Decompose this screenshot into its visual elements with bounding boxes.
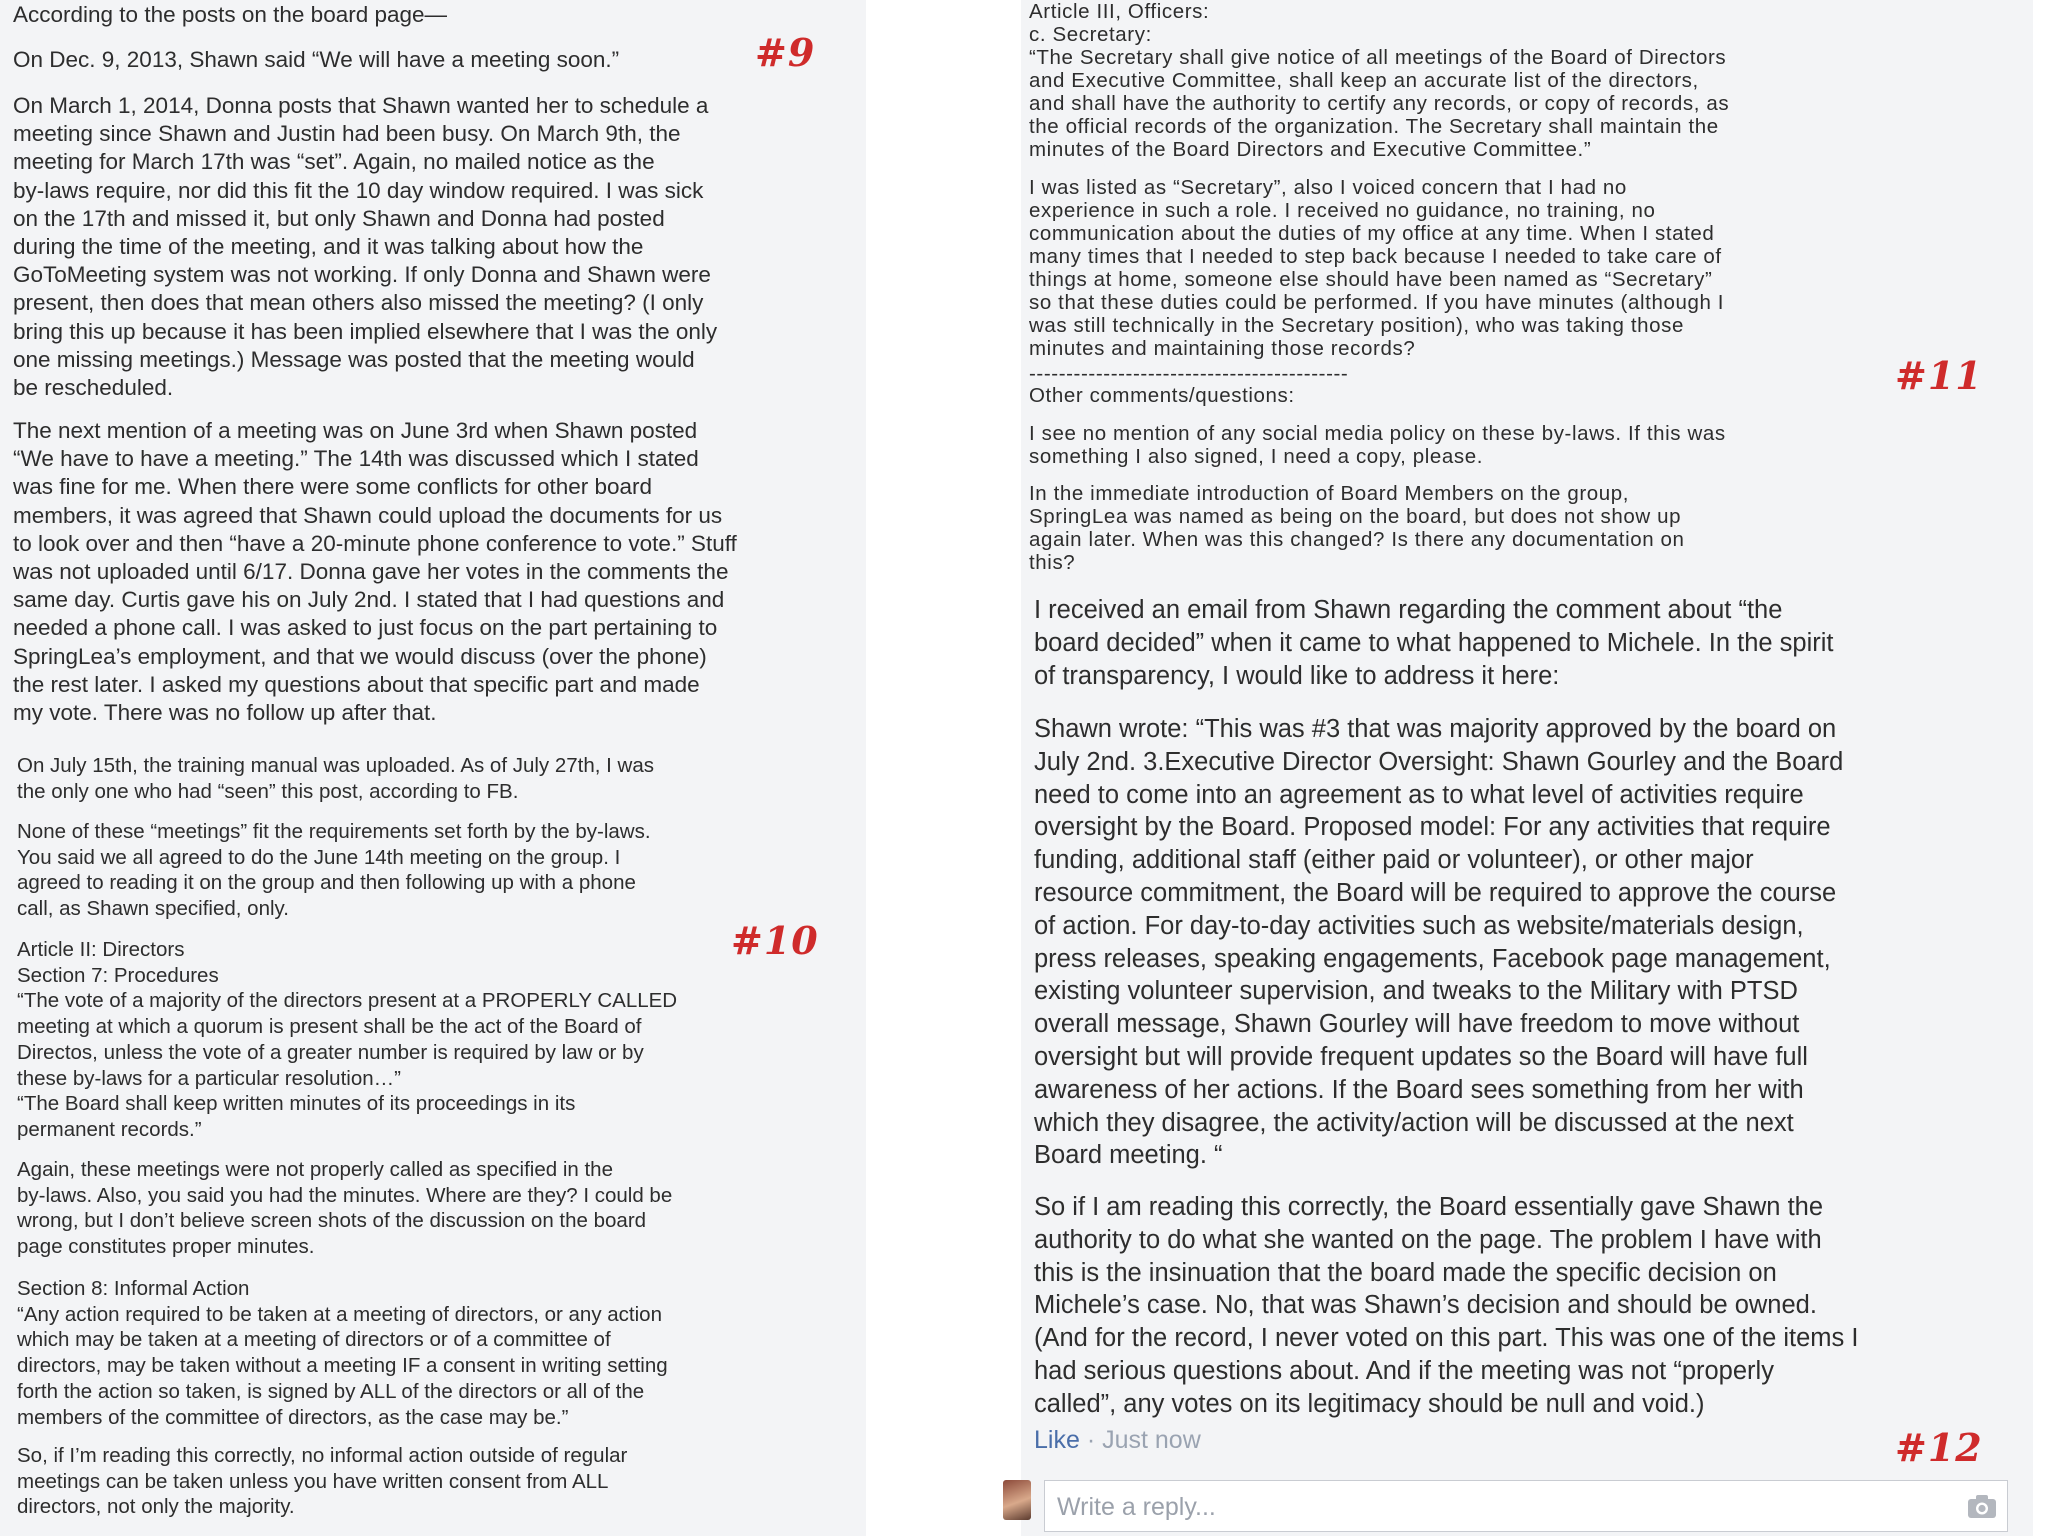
email-from-shawn-paragraph: I received an email from Shawn regarding the comment about “the board decided” when it came to what happened to Michele. In the spirit of transparency, I would like to address it here: bbox=[1034, 596, 1834, 690]
informal-action-quote: Section 8: Informal Action “Any action required to be taken at a meeting of directors, or any action which may be taken at a meeting of directors or of a committee of directors, may be taken without a meeting IF a consent in writing setting forth the action so taken, is signed by ALL of the directors or all of the members of the committee of directors, as the case may be.” bbox=[17, 1277, 668, 1429]
marker-11: #11 bbox=[1895, 353, 1983, 398]
reply-input[interactable] bbox=[1055, 1481, 1939, 1533]
dec-2013-post: On Dec. 9, 2013, Shawn said “We will have a meeting soon.” bbox=[13, 47, 620, 72]
board-members-paragraph: In the immediate introduction of Board Members on the group, SpringLea was named as being on the board, but does not show up again later. When was this changed? Is there any documentation on this? bbox=[1029, 482, 1685, 574]
secretary-concern-paragraph: I was listed as “Secretary”, also I voiced concern that I had no experience in such a role. I received no guidance, no training, no communication about the duties of my office at any time. When I stated many times that I needed to step back because I needed to take care of things at home, someone else should have been named as “Secretary” so that these duties could be performed. If you have minutes (although I was still technically in the Secretary position), who was taking those minutes and maintaining those records? bbox=[1029, 176, 1725, 360]
intro-text: According to the posts on the board page— bbox=[13, 2, 448, 27]
marker-9: #9 bbox=[755, 30, 816, 75]
meetings-requirements-paragraph: None of these “meetings” fit the requirements set forth by the by-laws. You said we all agreed to do the June 14th meeting on the group. I agreed to reading it on the group and then following up with a phone call, as Shawn specified, only. bbox=[17, 820, 651, 921]
march-2014-paragraph: On March 1, 2014, Donna posts that Shawn wanted her to schedule a meeting since Shawn and Justin had been busy. On March 9th, the meeting for March 17th was “set”. Again, no mailed notice as the by-laws require, nor did this fit the 10 day window required. I was sick on the 17th and missed it, but only Shawn and Donna had posted during the time of the meeting, and it was talking about how the GoToMeeting system was not working. If only Donna and Shawn were present, then does that mean others also missed the meeting? (I only bring this up because it has been implied elsewhere that I was the only one missing meetings.) Message was posted that the meeting would be rescheduled. bbox=[13, 93, 718, 401]
left-screenshot-panel bbox=[0, 0, 866, 1536]
reply-box[interactable] bbox=[1044, 1480, 2008, 1532]
timestamp: Just now bbox=[1102, 1426, 1201, 1454]
conclusion-paragraph: So, if I’m reading this correctly, no informal action outside of regular meetings can be taken unless you have written consent from ALL directors, not only the majority. bbox=[17, 1444, 628, 1519]
training-manual-paragraph: On July 15th, the training manual was uploaded. As of July 27th, I was the only one who had “seen” this post, according to FB. bbox=[17, 754, 655, 803]
minutes-paragraph: Again, these meetings were not properly called as specified in the by-laws. Also, you said you had the minutes. Where are they? I could be wrong, but I don’t believe screen shots of the discussion on the board page constitutes proper minutes. bbox=[17, 1158, 673, 1259]
avatar[interactable] bbox=[1003, 1480, 1031, 1520]
separator-dot: · bbox=[1086, 1426, 1096, 1454]
like-link[interactable]: Like bbox=[1034, 1426, 1080, 1454]
social-media-policy-paragraph: I see no mention of any social media policy on these by-laws. If this was something I also signed, I need a copy, please. bbox=[1029, 422, 1726, 468]
article-iii-officers-quote: Article III, Officers: c. Secretary: “The Secretary shall give notice of all meetings of the Board of Directors and Executive Committee, shall keep an accurate list of the directors, and shall have the authority to certify any records, or copy of records, as the official records of the organization. The Secretary shall maintain the minutes of the Board Directors and Executive Committee.” bbox=[1029, 0, 1730, 161]
comment-actions bbox=[1034, 1426, 1201, 1455]
marker-12: #12 bbox=[1895, 1425, 1983, 1470]
divider-line: ------------------------------------------- bbox=[1029, 362, 1349, 385]
article-ii-directors-quote: Article II: Directors Section 7: Procedures “The vote of a majority of the directors present at a PROPERLY CALLED meeting at which a quorum is present shall be the act of the Board of Directos, unless the vote of a greater number is required by law or by these by-laws for a particular resolution…” “The Board shall keep written minutes of its proceedings in its permanent records.” bbox=[17, 938, 678, 1141]
marker-10: #10 bbox=[731, 918, 819, 963]
right-screenshot-panel bbox=[1021, 0, 2033, 1536]
june-meeting-paragraph: The next mention of a meeting was on June 3rd when Shawn posted “We have to have a meeting.” The 14th was discussed which I stated was fine for me. When there were some conflicts for other board members, it was agreed that Shawn could upload the documents for us to look over and then “have a 20-minute phone conference to vote.” Stuff was not uploaded until 6/17. Donna gave her votes in the comments the same day. Curtis gave his on July 2nd. I stated that I had questions and needed a phone call. I was asked to just focus on the part pertaining to SpringLea’s employment, and that we would discuss (over the phone) the rest later. I asked my questions about that specific part and made my vote. There was no follow up after that. bbox=[13, 418, 737, 726]
camera-icon[interactable] bbox=[1967, 1493, 1997, 1524]
reading-correctly-paragraph: So if I am reading this correctly, the Board essentially gave Shawn the authority to do what she wanted on the page. The problem I have with this is the insinuation that the board made the specific decision on Michele’s case. No, that was Shawn’s decision and should be owned. (And for the record, I never voted on this part. This was one of the items I had serious questions about. And if the meeting was not “properly called”, any votes on its legitimacy should be null and void.) bbox=[1034, 1193, 1859, 1418]
shawn-wrote-quote: Shawn wrote: “This was #3 that was majority approved by the board on July 2nd. 3.Executive Director Oversight: Shawn Gourley and the Board need to come into an agreement as to what level of activities require oversight by the Board. Proposed model: For any activities that require funding, additional staff (either paid or volunteer), or other major resource commitment, the Board will be required to approve the course of action. For day-to-day activities such as website/materials design, press releases, speaking engagements, Facebook page management, existing volunteer supervision, and tweaks to the Military with PTSD overall message, Shawn Gourley will have freedom to move without oversight but will provide frequent updates so the Board will have full awareness of her actions. If the Board sees something from her with which they disagree, the activity/action will be discussed at the next Board meeting. “ bbox=[1034, 715, 1844, 1170]
other-comments-heading: Other comments/questions: bbox=[1029, 384, 1295, 407]
